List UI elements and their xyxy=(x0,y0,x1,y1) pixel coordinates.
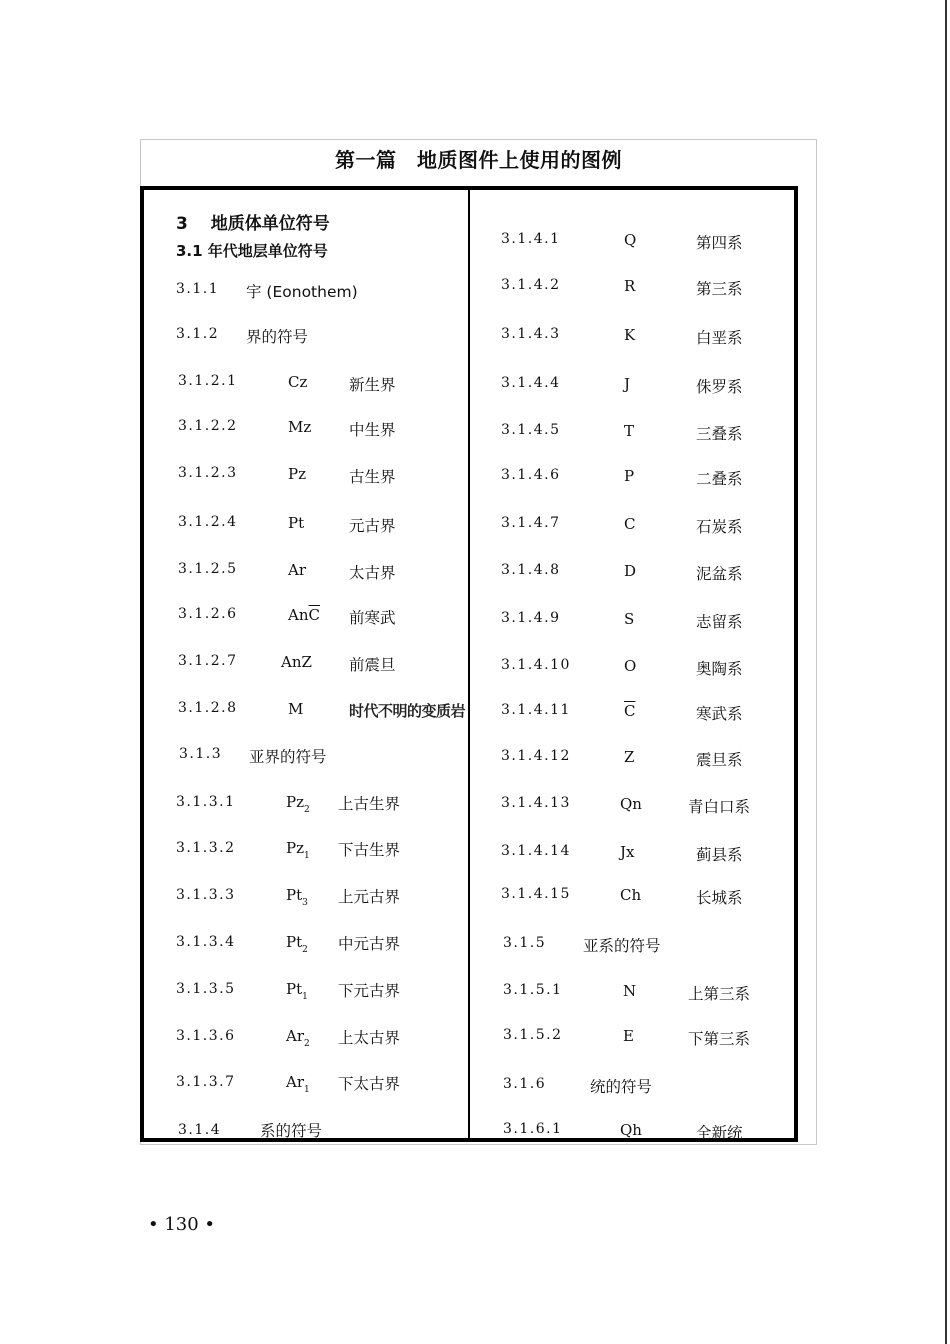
symbol-subscript: 1 xyxy=(302,992,308,1002)
legend-symbol xyxy=(288,465,306,483)
page-title: 第一篇 地质图件上使用的图例 xyxy=(335,148,622,172)
legend-symbol xyxy=(624,562,636,580)
legend-number: 3.1.2.6 xyxy=(178,606,238,622)
legend-number: 3.1.4.5 xyxy=(501,422,561,438)
symbol-subscript: 1 xyxy=(304,1085,310,1095)
legend-symbol xyxy=(286,933,308,955)
legend-name: 下太古界 xyxy=(338,1075,401,1093)
legend-number: 3.1.4.6 xyxy=(501,467,561,483)
legend-name: 三叠系 xyxy=(696,425,743,443)
legend-name: 上古生界 xyxy=(338,795,401,813)
column-divider xyxy=(468,190,470,1140)
eon-label: 宇 (Eonothem) xyxy=(246,283,358,301)
symbol-text: AnZ xyxy=(281,653,312,671)
symbol-text: Jx xyxy=(620,843,635,861)
legend-symbol xyxy=(624,375,630,393)
legend-symbol xyxy=(624,277,635,295)
legend-number: 3.1.5.1 xyxy=(503,982,563,998)
legend-name: 时代不明的变质岩 xyxy=(349,702,466,720)
page-edge-line xyxy=(945,0,947,1344)
legend-name: 石炭系 xyxy=(696,518,743,536)
system-number: 3.1.4 xyxy=(178,1122,222,1138)
series-label: 统的符号 xyxy=(590,1078,653,1096)
legend-symbol xyxy=(286,793,310,815)
legend-name: 中元古界 xyxy=(338,935,401,953)
legend-name: 奥陶系 xyxy=(696,660,743,678)
legend-number: 3.1.4.11 xyxy=(501,702,571,718)
legend-symbol xyxy=(288,514,304,532)
legend-number: 3.1.2.7 xyxy=(178,653,238,669)
legend-number: 3.1.3.2 xyxy=(176,840,236,856)
legend-name: 上太古界 xyxy=(338,1029,401,1047)
legend-number: 3.1.3.4 xyxy=(176,934,236,950)
symbol-text: O xyxy=(624,657,637,675)
subera-number: 3.1.3 xyxy=(179,746,223,762)
legend-number: 3.1.2.5 xyxy=(178,561,238,577)
symbol-text: Ar xyxy=(286,1073,305,1091)
legend-symbol xyxy=(620,1121,642,1139)
legend-symbol xyxy=(624,326,635,344)
symbol-subscript: 1 xyxy=(304,851,310,861)
symbol-text: Ar xyxy=(288,561,307,579)
symbol-text: E xyxy=(623,1027,634,1045)
legend-number: 3.1.4.10 xyxy=(501,657,571,673)
legend-number: 3.1.4.12 xyxy=(501,748,571,764)
subsystem-label: 亚系的符号 xyxy=(583,937,661,955)
legend-name: 中生界 xyxy=(349,421,396,439)
symbol-subscript: 2 xyxy=(302,945,308,955)
legend-symbol xyxy=(624,422,634,440)
symbol-subscript: 2 xyxy=(304,805,310,815)
legend-symbol xyxy=(286,839,310,861)
legend-number: 3.1.2.8 xyxy=(178,700,238,716)
legend-name: 长城系 xyxy=(696,889,743,907)
symbol-text: Ch xyxy=(620,886,642,904)
legend-symbol xyxy=(624,231,636,249)
symbol-text: J xyxy=(624,375,631,393)
page-number: • 130 • xyxy=(148,1214,216,1235)
legend-symbol xyxy=(286,886,308,908)
legend-number: 3.1.4.2 xyxy=(501,277,561,293)
legend-number: 3.1.4.8 xyxy=(501,562,561,578)
legend-name: 古生界 xyxy=(349,468,396,486)
legend-symbol xyxy=(624,657,636,675)
legend-number: 3.1.4.1 xyxy=(501,231,561,247)
series-number: 3.1.6 xyxy=(503,1076,547,1092)
symbol-text: T xyxy=(624,422,635,440)
symbol-prefix: An xyxy=(288,606,309,624)
legend-name: 蓟县系 xyxy=(696,846,743,864)
legend-number: 3.1.6.1 xyxy=(503,1121,563,1137)
symbol-text: Cz xyxy=(288,373,308,391)
legend-name: 上第三系 xyxy=(688,985,751,1003)
legend-symbol xyxy=(286,1027,310,1049)
section-heading: 3 地质体单位符号 xyxy=(176,214,330,234)
legend-number: 3.1.3.6 xyxy=(176,1028,236,1044)
legend-name: 二叠系 xyxy=(696,470,743,488)
symbol-text: Qh xyxy=(620,1121,642,1139)
legend-name: 元古界 xyxy=(349,517,396,535)
legend-number: 3.1.3.7 xyxy=(176,1074,236,1090)
legend-number: 3.1.5.2 xyxy=(503,1027,563,1043)
section-subheading: 3.1 年代地层单位符号 xyxy=(176,242,328,260)
legend-name: 侏罗系 xyxy=(696,378,743,396)
symbol-text: Q xyxy=(624,231,637,249)
legend-symbol xyxy=(288,700,303,718)
symbol-text: P xyxy=(624,467,635,485)
symbol-subscript: 3 xyxy=(302,898,308,908)
legend-name: 上元古界 xyxy=(338,888,401,906)
symbol-text: Ar xyxy=(286,1027,305,1045)
legend-symbol xyxy=(620,795,642,813)
symbol-overlined: $\overline{C}$ xyxy=(308,606,320,624)
legend-symbol xyxy=(624,748,634,766)
legend-name: 全新统 xyxy=(696,1124,743,1142)
symbol-text: Pt xyxy=(286,886,303,904)
legend-number: 3.1.4.4 xyxy=(501,375,561,391)
legend-name: 下第三系 xyxy=(688,1030,751,1048)
legend-number: 3.1.4.3 xyxy=(501,326,561,342)
subera-label: 亚界的符号 xyxy=(249,748,327,766)
legend-name: 第三系 xyxy=(696,280,743,298)
legend-number: 3.1.2.3 xyxy=(178,465,238,481)
legend-symbol xyxy=(288,373,307,391)
legend-number: 3.1.2.1 xyxy=(178,373,238,389)
legend-symbol xyxy=(623,1027,634,1045)
legend-name: 志留系 xyxy=(696,613,743,631)
subsystem-number: 3.1.5 xyxy=(503,935,547,951)
symbol-text: K xyxy=(624,326,636,344)
legend-number: 3.1.2.4 xyxy=(178,514,238,530)
legend-symbol xyxy=(620,843,634,861)
legend-name: 第四系 xyxy=(696,234,743,252)
legend-symbol xyxy=(286,980,308,1002)
symbol-text: Z xyxy=(624,748,635,766)
legend-name: 下元古界 xyxy=(338,982,401,1000)
legend-name: 太古界 xyxy=(349,564,396,582)
legend-symbol xyxy=(288,561,306,579)
legend-symbol xyxy=(624,702,635,720)
era-number: 3.1.2 xyxy=(176,326,220,342)
eon-number: 3.1.1 xyxy=(176,281,220,297)
legend-symbol xyxy=(624,610,634,628)
legend-name: 前寒武 xyxy=(349,609,396,627)
legend-symbol xyxy=(624,467,634,485)
symbol-text: N xyxy=(623,982,637,1000)
symbol-text: R xyxy=(624,277,636,295)
symbol-text: D xyxy=(624,562,637,580)
symbol-subscript: 2 xyxy=(304,1039,310,1049)
legend-name: 下古生界 xyxy=(338,841,401,859)
symbol-text: Pz xyxy=(286,839,304,857)
legend-number: 3.1.3.5 xyxy=(176,981,236,997)
legend-name: 青白口系 xyxy=(688,798,751,816)
symbol-text: Qn xyxy=(620,795,642,813)
legend-symbol xyxy=(286,1073,310,1095)
symbol-text: M xyxy=(288,700,304,718)
legend-symbol xyxy=(623,982,636,1000)
symbol-text: Pt xyxy=(288,514,305,532)
symbol-text: Mz xyxy=(288,418,312,436)
symbol-text: Pz xyxy=(288,465,306,483)
legend-symbol xyxy=(288,606,320,624)
legend-name: 泥盆系 xyxy=(696,565,743,583)
symbol-text: Pz xyxy=(286,793,304,811)
symbol-text: $\overline{C}$ xyxy=(624,702,636,720)
legend-number: 3.1.4.9 xyxy=(501,610,561,626)
legend-symbol xyxy=(288,418,311,436)
symbol-text: C xyxy=(624,515,636,533)
legend-number: 3.1.4.7 xyxy=(501,515,561,531)
legend-name: 新生界 xyxy=(349,376,396,394)
legend-number: 3.1.3.3 xyxy=(176,887,236,903)
legend-symbol xyxy=(281,653,312,671)
legend-number: 3.1.4.15 xyxy=(501,886,571,902)
legend-name: 白垩系 xyxy=(696,329,743,347)
legend-name: 前震旦 xyxy=(349,656,396,674)
legend-name: 寒武系 xyxy=(696,705,743,723)
system-label: 系的符号 xyxy=(260,1122,323,1140)
legend-number: 3.1.4.13 xyxy=(501,795,571,811)
legend-number: 3.1.4.14 xyxy=(501,843,571,859)
symbol-text: S xyxy=(624,610,635,628)
legend-number: 3.1.3.1 xyxy=(176,794,236,810)
legend-number: 3.1.2.2 xyxy=(178,418,238,434)
era-label: 界的符号 xyxy=(246,328,309,346)
legend-symbol xyxy=(624,515,635,533)
symbol-text: Pt xyxy=(286,980,303,998)
legend-name: 震旦系 xyxy=(696,751,743,769)
symbol-text: Pt xyxy=(286,933,303,951)
legend-symbol xyxy=(620,886,641,904)
